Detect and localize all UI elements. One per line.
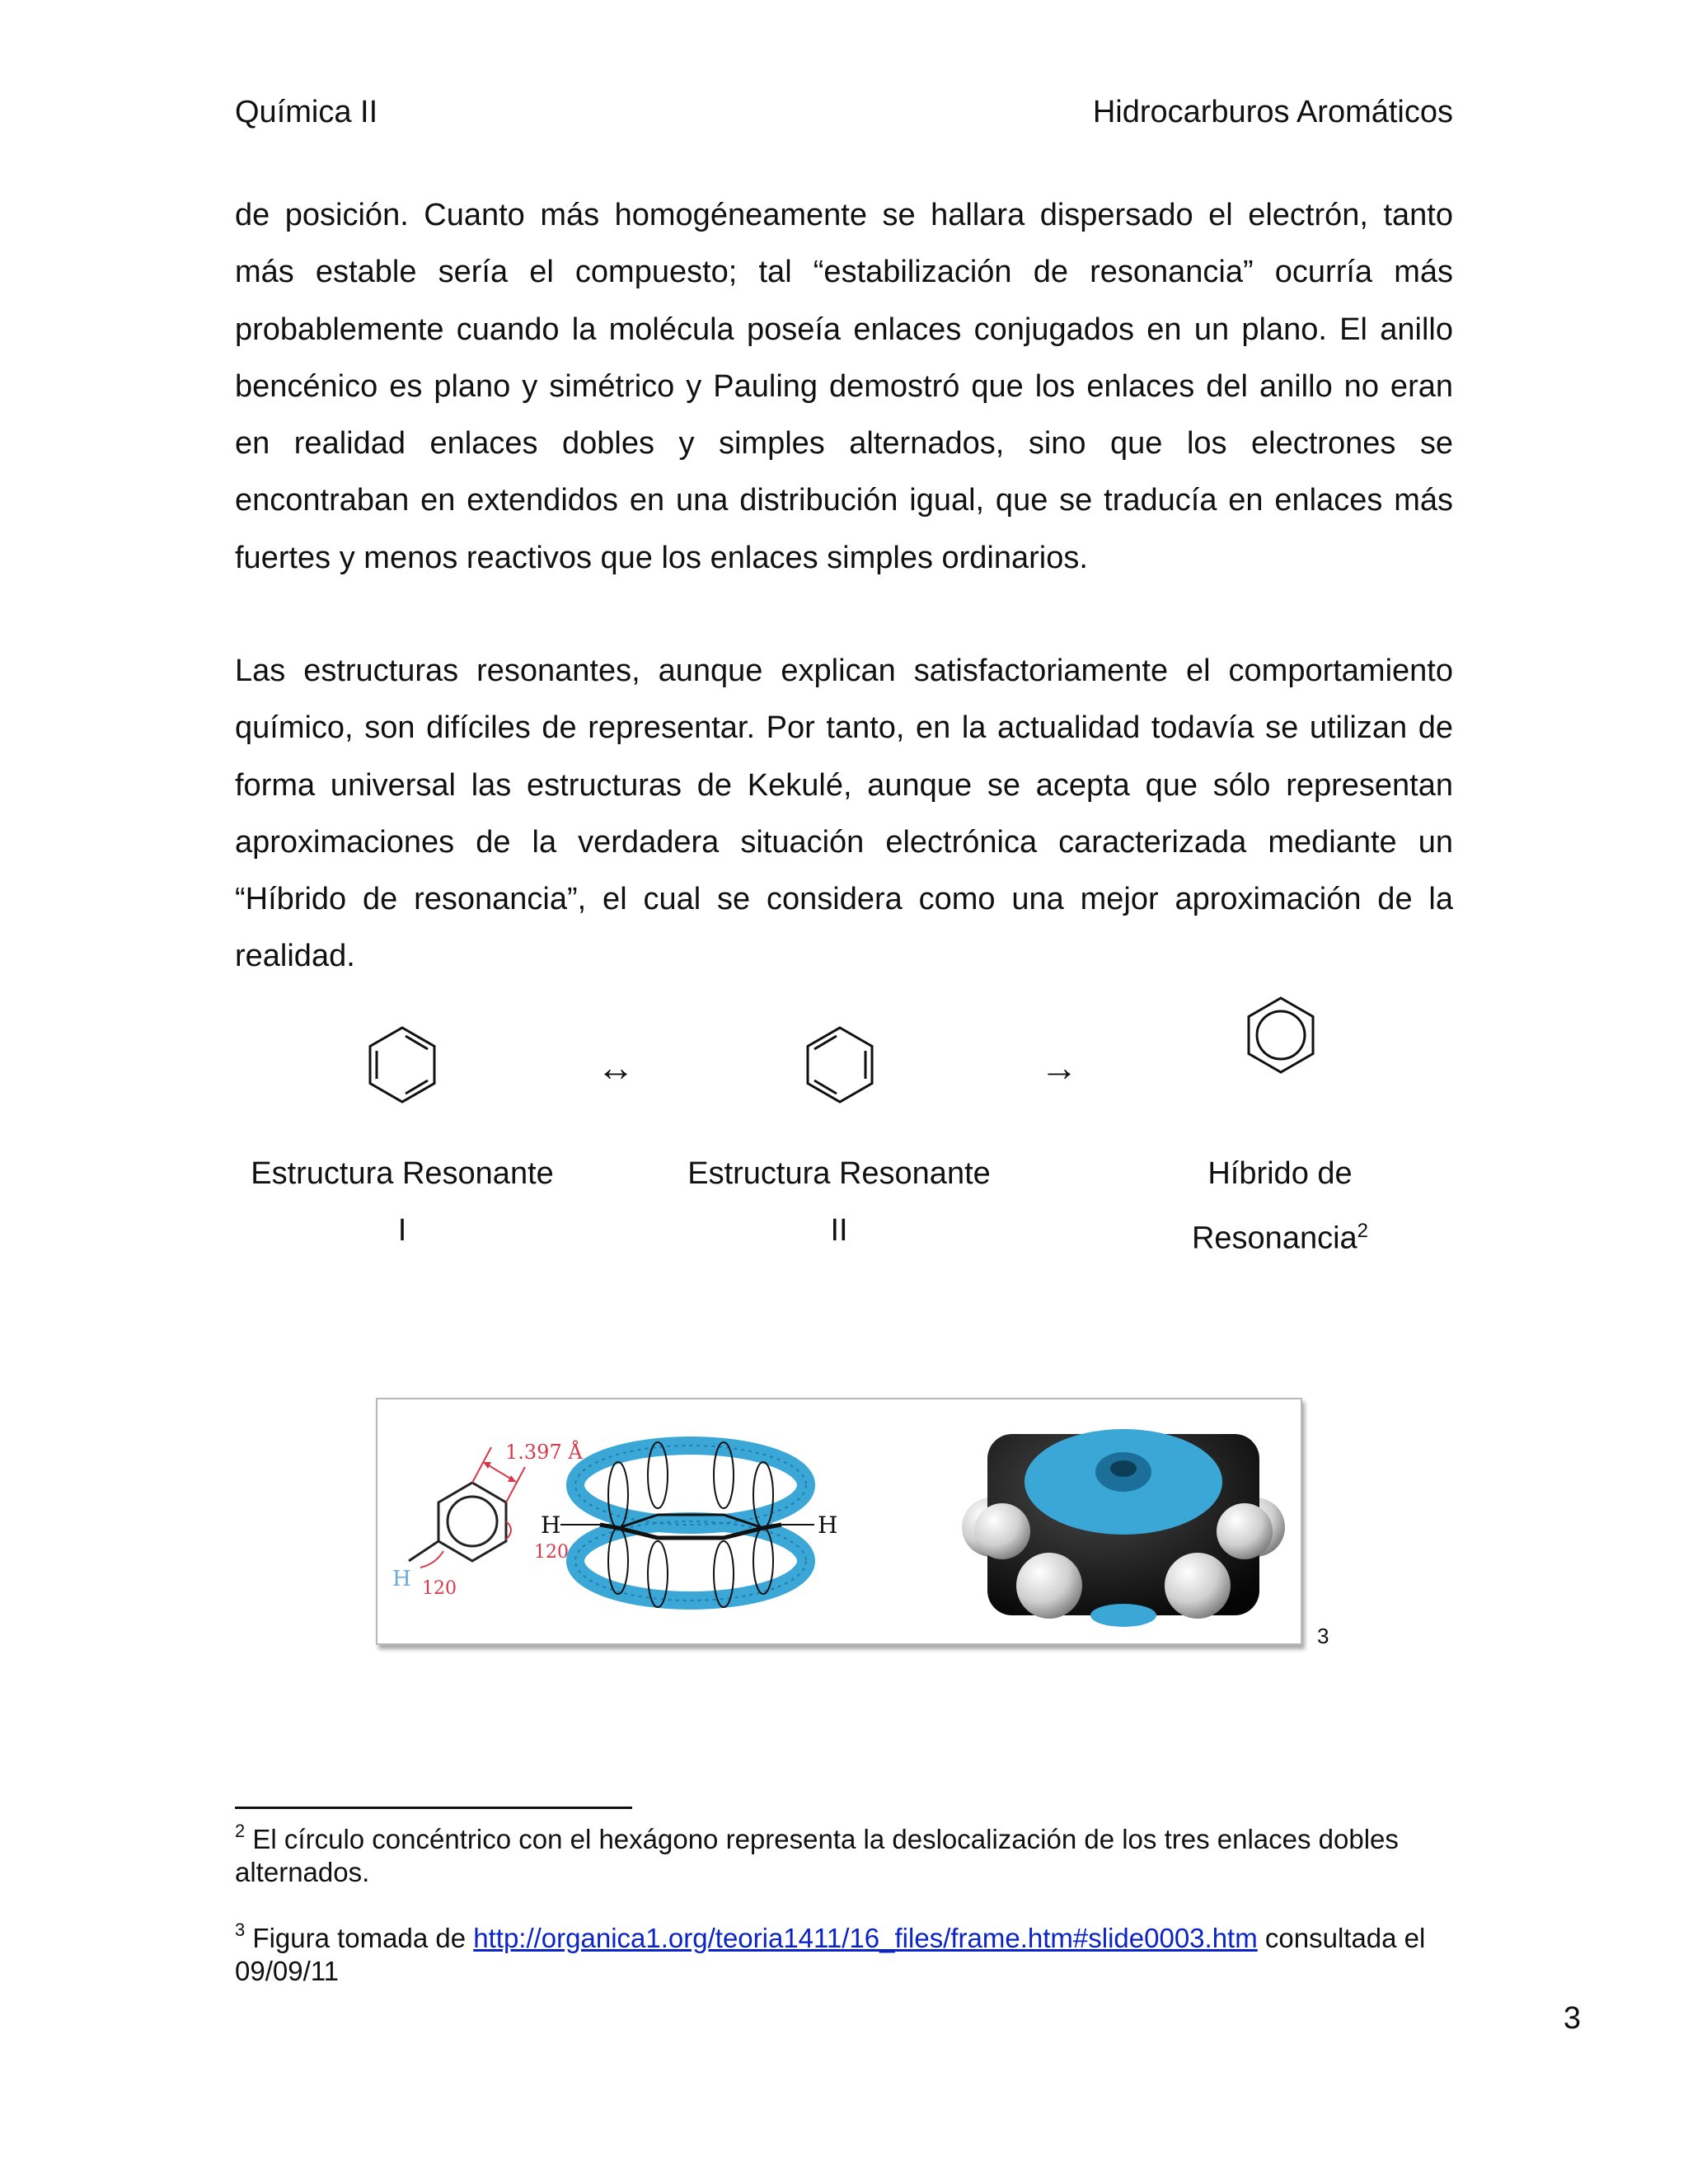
paragraph-kekule-structures: Las estructuras resonantes, aunque explican satisfactoriamente el comportamiento químico, son difíciles de representar. Por tanto, en la actualidad todavía se utilizan de forma universal las estructuras de Kekulé, aunque se acepta que sólo representan aproximaciones de la verdadera situación electrónica caracterizada mediante un “Híbrido de resonancia”, el cual se considera como una mejor aproximación de la realidad. bbox=[235, 654, 1453, 974]
chapter-title: Hidrocarburos Aromáticos bbox=[1092, 95, 1453, 129]
kekule-structure-2-diagram bbox=[797, 1022, 883, 1108]
kekule-structure-1-diagram bbox=[359, 1022, 445, 1108]
page-number: 3 bbox=[1563, 2001, 1581, 2036]
resonance-arrow: ↔ bbox=[597, 1046, 635, 1089]
footnote-3-prefix: Figura tomada de bbox=[245, 1923, 474, 1953]
hybrid-label: Híbrido de Resonancia$^2$ bbox=[1191, 1156, 1369, 1256]
space-filling-model bbox=[962, 1429, 1285, 1627]
footnote-2-number: 2 bbox=[235, 1821, 246, 1841]
structure-label-2: Estructura Resonante II bbox=[687, 1156, 991, 1248]
footnote-3 bbox=[235, 1919, 1453, 1988]
bond-length-label: 1.397 Å bbox=[505, 1441, 583, 1464]
footnote-3-number: 3 bbox=[235, 1919, 246, 1940]
hydrogen-right-label: H bbox=[818, 1511, 838, 1539]
hydrogen-left-label: H bbox=[541, 1511, 561, 1539]
resonance-hybrid-diagram bbox=[1238, 992, 1324, 1078]
bond-angle-label-1: 120 bbox=[534, 1542, 569, 1563]
footnote-2 bbox=[235, 1823, 1453, 1889]
footnote-2-text: El círculo concéntrico con el hexágono representa la deslocalización de los tres enlaces dobles alternados. bbox=[235, 1824, 1399, 1887]
source-link[interactable]: http://organica1.org/teoria1411/16_files/frame.htm#slide0003.htm bbox=[473, 1923, 1258, 1953]
hydrogen-label: H bbox=[392, 1567, 411, 1591]
paragraph-resonance-stability: de posición. Cuanto más homogéneamente se hallara dispersado el electrón, tanto más estable sería el compuesto; tal “estabilización de resonancia” ocurría más probablemente cuando la molécula poseía enlaces conjugados en un plano. El anillo bencénico es plano y simétrico y Pauling demostró que los enlaces del anillo no eran en realidad enlaces dobles y simples alternados, sino que los electrones se encontraban en extendidos en una distribución igual, que se traducía en enlaces más fuertes y menos reactivos que los enlaces simples ordinarios. bbox=[235, 198, 1453, 575]
course-title: Química II bbox=[235, 95, 378, 129]
benzene-figure bbox=[376, 1398, 1302, 1645]
bond-angle-label-2: 120 bbox=[422, 1578, 457, 1599]
pi-orbital-diagram bbox=[541, 1442, 837, 1607]
page-header bbox=[235, 95, 1453, 141]
figure-footnote-ref-3[interactable]: 3 bbox=[1317, 1624, 1329, 1648]
footnote-separator bbox=[235, 1807, 632, 1809]
benzene-figure-graphic bbox=[377, 1399, 1301, 1643]
structure-label-1: Estructura Resonante I bbox=[251, 1156, 554, 1248]
footnote-ref-2[interactable]: 2 bbox=[1357, 1220, 1369, 1242]
yield-arrow: → bbox=[1040, 1046, 1078, 1089]
footnote-3-suffix: consultada el 09/09/11 bbox=[235, 1923, 1426, 1986]
